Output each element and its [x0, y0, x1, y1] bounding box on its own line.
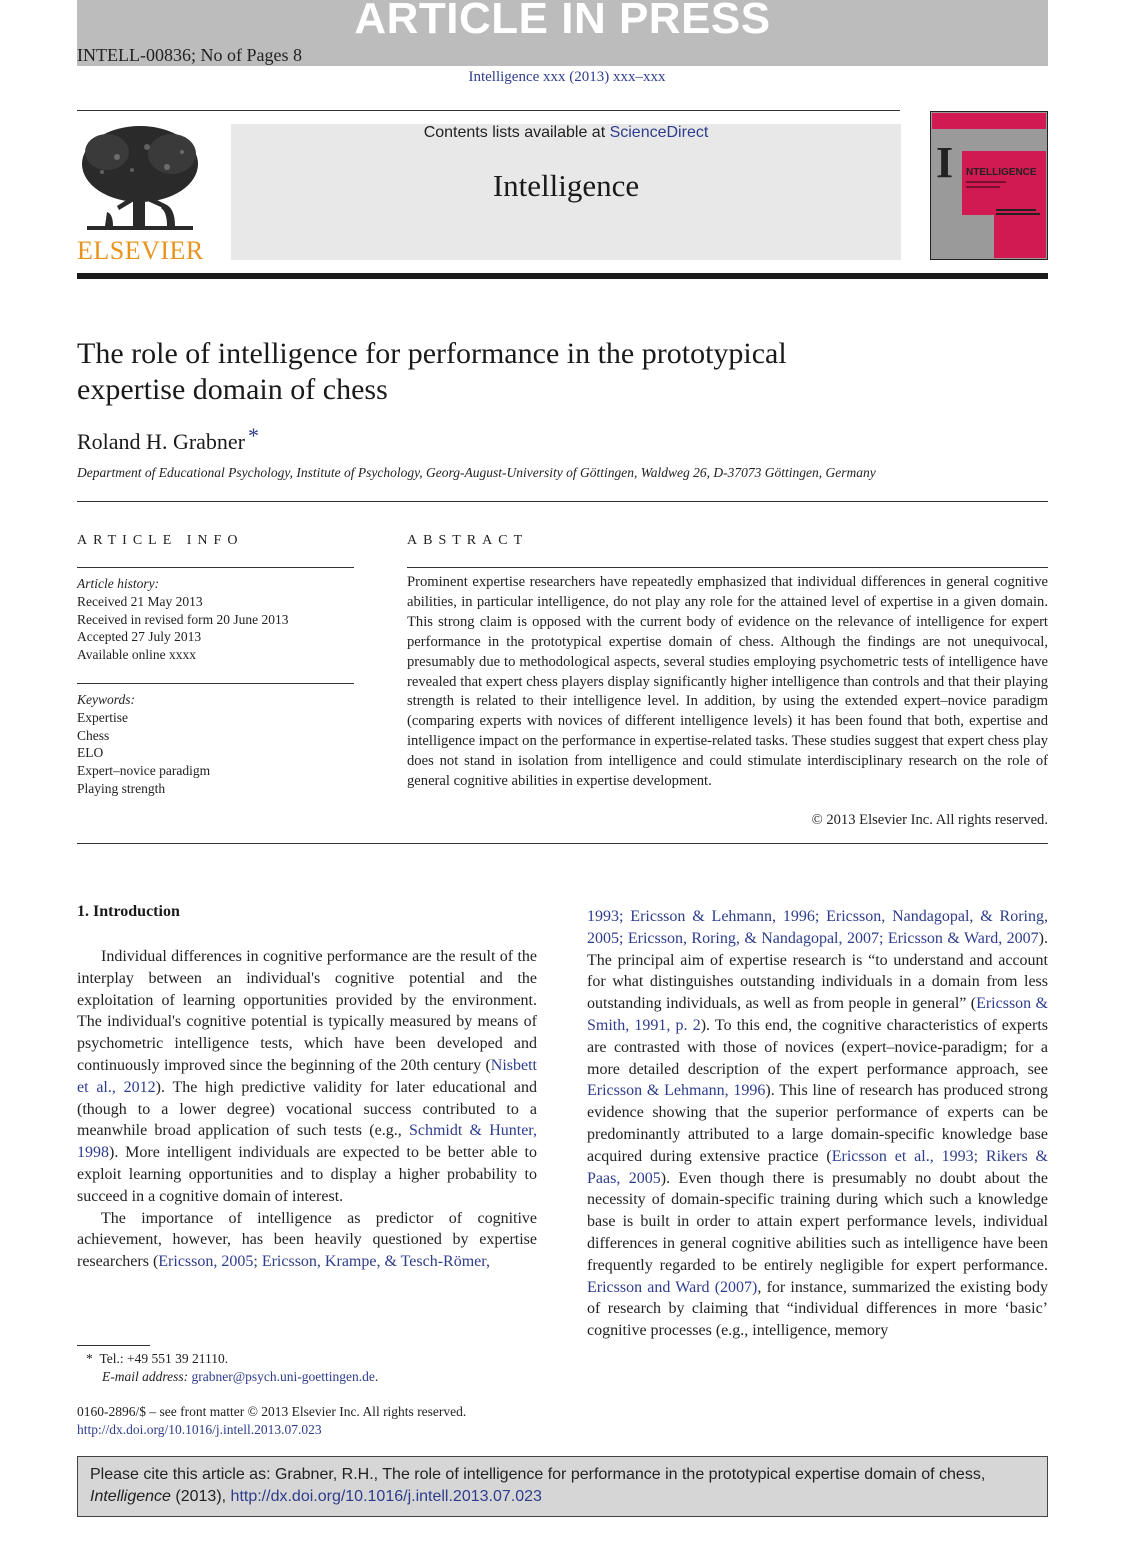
keyword-item: Playing strength [77, 780, 166, 796]
author-footnote [86, 1350, 378, 1386]
journal-name: Intelligence [492, 168, 640, 203]
article-title [77, 336, 977, 408]
article-info-heading: ARTICLE INFO [77, 533, 244, 548]
text-run: Please cite this article as: Grabner, R.H., The role of intelligence for performance in the prototypical expertise domain of chess, [90, 1466, 986, 1483]
citation-link[interactable]: Ericsson & Lehmann, 1996 [587, 1082, 766, 1100]
issn-line: 0160-2896/$ – see front matter © 2013 Elsevier Inc. All rights reserved. [77, 1404, 467, 1419]
cover-title: NTELLIGENCE [966, 167, 1037, 178]
contents-prefix: Contents lists available at [423, 124, 610, 141]
front-matter [77, 1403, 466, 1439]
abstract-rule [407, 567, 1048, 568]
abstract-text: Prominent expertise researchers have repeatedly emphasized that individual differences in general cognitive abilities, in particular intelligence, do not play any role for the attained level of expertise in a given domain. This strong claim is opposed with the current body of evidence on the relevance of intelligence for expert performance in the prototypical expertise domain of chess. Although the findings are not unequivocal, presumably due to methodological aspects, several studies employing psychometric tests of intelligence have revealed that expert chess players display significantly higher intelligence than controls and that their playing strength is related to their intelligence level. In addition, by using the extended expert–novice paradigm (comparing experts with novices of different intelligence levels) it has been found that both, expertise and intelligence impact on the performance in expertise-related tasks. These studies suggest that expert chess play does not stand in isolation from intelligence and could stimulate interdisciplinary research on the role of general cognitive abilities in expertise development. [407, 574, 1048, 790]
keyword-item: ELO [77, 745, 104, 761]
history-item: Accepted 27 July 2013 [77, 629, 202, 645]
history-item: Received in revised form 20 June 2013 [77, 611, 289, 627]
keyword-item: Chess [77, 727, 110, 743]
footnote-tel: Tel.: +49 551 39 21110. [99, 1351, 229, 1366]
author-name: Roland H. Grabner [77, 429, 246, 454]
text-run: ). To this end, the cognitive characteristics of experts are contrasted with those of novices (expert–novice-paradigm; for a more detailed description of the expert performance approach, see [587, 1016, 1049, 1078]
author-affiliation: Department of Educational Psychology, Institute of Psychology, Georg-August-University of Göttingen, Waldweg 26, D-37073 Göttingen, Germany [77, 465, 876, 480]
cite-text [90, 1464, 1037, 1508]
citation-link[interactable]: 1993; Ericsson & Lehmann, 1996; Ericsson, Nandagopal, & Roring, 2005; Ericsson, Roring, & Nandagopal, 2007; Ericsson & Ward, 2007 [587, 908, 1048, 947]
citation-link[interactable]: Ericsson and Ward (2007) [587, 1278, 758, 1296]
body-column-left [77, 946, 537, 1273]
history-label: Article history: [77, 576, 160, 591]
keywords-label: Keywords: [77, 692, 135, 707]
cover-letter: I [936, 138, 954, 187]
author-email-link[interactable]: grabner@psych.uni-goettingen.de [191, 1369, 375, 1384]
email-label: E-mail address: [102, 1369, 189, 1384]
header-top-rule [77, 110, 900, 111]
doi-link[interactable]: http://dx.doi.org/10.1016/j.intell.2013.07.023 [77, 1422, 322, 1437]
text-run: The importance of intelligence as predictor of cognitive achievement, however, has been heavily questioned by expertise researchers ( [77, 1209, 537, 1271]
article-in-press-title: ARTICLE IN PRESS [354, 0, 771, 43]
article-info-rule [77, 567, 354, 568]
divider-rule [77, 843, 1048, 844]
text-run: ). Even though there is presumably no doubt about the necessity of domain-specific training during which such a knowledge base is built in order to attain expert performance levels, individual differences in general cognitive abilities such as intelligence have been frequently regarded to be entirely negligible for expert performance. [587, 1169, 1049, 1274]
paragraph-continued [587, 906, 1048, 1342]
header-bottom-rule [77, 273, 1048, 279]
footnote-mark: * [86, 1351, 93, 1366]
manuscript-id: INTELL-00836; No of Pages 8 [77, 45, 302, 65]
citation-link[interactable]: Ericsson & Smith, 1991, p. 2 [587, 995, 1049, 1034]
abstract-heading: ABSTRACT [407, 533, 529, 548]
keywords-list [77, 691, 210, 798]
text-run: . [374, 1369, 379, 1384]
section-heading-introduction: 1. Introduction [77, 903, 180, 920]
text-run: , for instance, summarized the existing body of research by claiming that “individual differences in more ‘basic’ cognitive processes (e.g., intelligence, memory [587, 1278, 1048, 1340]
journal-reference-link[interactable]: Intelligence xxx (2013) xxx–xxx [468, 69, 666, 85]
cite-this-article-box [77, 1456, 1048, 1517]
text-run: ). More intelligent individuals are expected to be better able to exploit learning opportunities and to display a higher probability to succeed in a cognitive domain of interest. [77, 1144, 537, 1205]
article-title-line-2: expertise domain of chess [77, 373, 388, 406]
footnote-rule [77, 1345, 150, 1346]
author-line [77, 423, 259, 455]
keyword-item: Expertise [77, 709, 128, 725]
cite-doi-link[interactable]: http://dx.doi.org/10.1016/j.intell.2013.07.023 [230, 1488, 542, 1505]
divider-rule [77, 501, 1048, 502]
citation-link[interactable]: Nisbett et al., 2012 [77, 1056, 537, 1096]
keywords-rule [77, 683, 354, 684]
keyword-item: Expert–novice paradigm [77, 763, 211, 779]
journal-header-box [231, 124, 901, 260]
text-run: ). The high predictive validity for later educational and (though to a lower degree) vocational success contributed to a meanwhile broad application of such tests (e.g., [77, 1078, 538, 1140]
journal-cover-thumbnail[interactable] [930, 111, 1048, 260]
article-in-press-banner [77, 0, 1048, 66]
contents-available-line [231, 124, 901, 142]
text-run: ). The principal aim of expertise research is “to understand and account for what distinguishes outstanding individuals in a domain from less outstanding individuals, as well as from people in general” ( [587, 929, 1048, 1013]
paragraph [77, 946, 537, 1208]
text-run: ). This line of research has produced strong evidence showing that the superior performance of experts can be predominantly attributed to a large domain-specific knowledge base acquired during extensive practice ( [587, 1082, 1049, 1165]
citation-link[interactable]: Schmidt & Hunter, 1998 [77, 1122, 537, 1162]
article-title-line-1: The role of intelligence for performance in the prototypical [77, 337, 787, 370]
sciencedirect-link[interactable]: ScienceDirect [609, 124, 709, 141]
abstract-copyright: © 2013 Elsevier Inc. All rights reserved. [811, 812, 1048, 828]
body-column-right [587, 906, 1048, 1342]
citation-link[interactable]: Ericsson et al., 1993; Rikers & Paas, 2005 [587, 1147, 1049, 1187]
history-item: Received 21 May 2013 [77, 593, 203, 609]
history-item: Available online xxxx [77, 647, 196, 663]
article-history [77, 575, 288, 664]
cite-journal: Intelligence [90, 1488, 171, 1505]
author-footnote-link[interactable]: * [248, 423, 260, 448]
citation-link[interactable]: Ericsson, 2005; Ericsson, Krampe, & Tesch-Römer, [158, 1253, 490, 1271]
elsevier-logo-text: ELSEVIER [77, 236, 204, 265]
paragraph [77, 1208, 537, 1273]
text-run: (2013), [170, 1488, 231, 1505]
text-run: Individual differences in cognitive performance are the result of the interplay between an individual's cognitive potential and the exploitation of learning opportunities provided by the environment. The individual's cognitive potential is typically measured by means of psychometric intelligence tests, which have been developed and continuously improved since the beginning of the 20th century ( [77, 948, 537, 1074]
